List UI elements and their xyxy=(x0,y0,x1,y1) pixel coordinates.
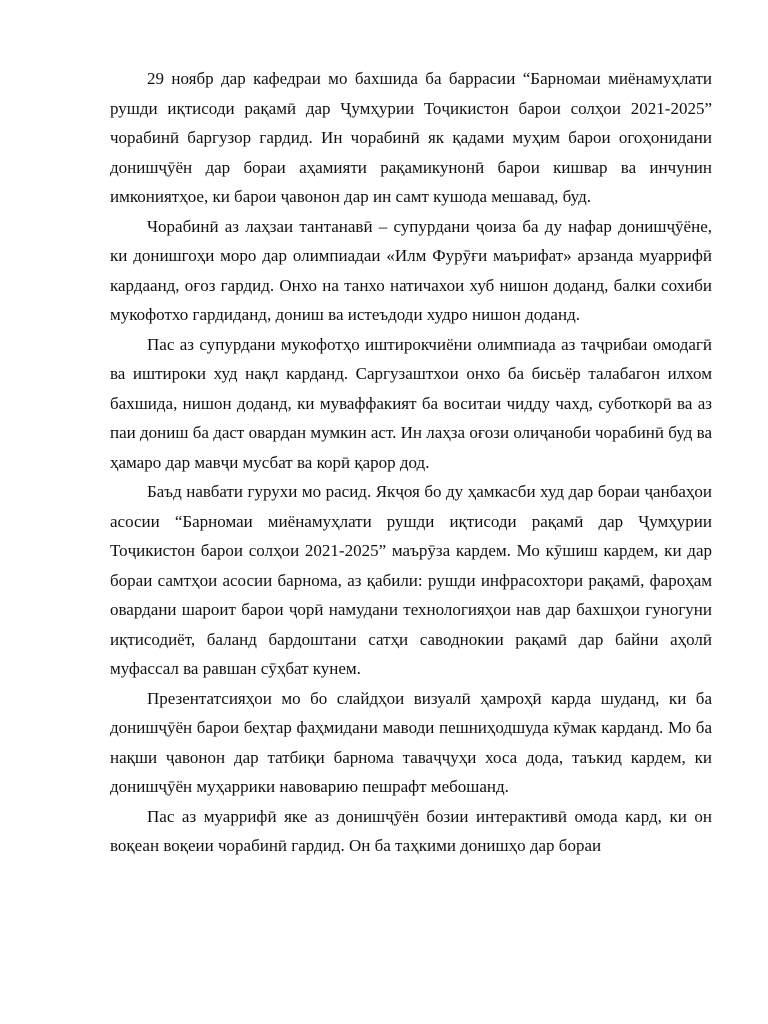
paragraph-1: 29 ноябр дар кафедраи мо бахшида ба баррасии “Барномаи миёнамуҳлати рушди иқтисоди рақамӣ дар Ҷумҳурии Тоҷикистон барои солҳои 2021-2025” чорабинӣ баргузор гардид. Ин чорабинӣ як қадами муҳим барои огоҳонидани донишҷӯён дар бораи аҳамияти рақамикунонӣ барои кишвар ва инчунин имкониятҳое, ки барои ҷавонон дар ин самт кушода мешавад, буд. xyxy=(110,69,712,206)
paragraph-4: Баъд навбати гурухи мо расид. Якҷоя бо ду ҳамкасби худ дар бораи ҷанбаҳои асосии “Барномаи миёнамуҳлати рушди иқтисоди рақамӣ дар Ҷумҳурии Тоҷикистон барои солҳои 2021-2025” маърӯза кардем. Мо кӯшиш кардем, ки дар бораи самтҳои асосии барнома, аз қабили: рушди инфрасохтори рақамӣ, фароҳам овардани шароит барои ҷорӣ намудани технологияҳои нав дар бахшҳои гуногуни иқтисодиёт, баланд бардоштани сатҳи саводнокии рақамӣ дар байни аҳолӣ муфассал ва равшан сӯҳбат кунем. xyxy=(110,482,712,678)
document-body xyxy=(110,64,712,861)
paragraph-2: Чорабинӣ аз лаҳзаи тантанавӣ – супурдани ҷоиза ба ду нафар донишҷӯёне, ки донишгоҳи моро дар олимпиадаи «Илм Фурӯғи маърифат» арзанда муаррифӣ кардаанд, оғоз гардид. Онхо на танхо натичахои хуб нишон доданд, балки сохиби мукофотхо гардиданд, дониш ва истеъдоди худро нишон доданд. xyxy=(110,216,712,324)
paragraph-3: Пас аз супурдани мукофотҳо иштирокчиёни олимпиада аз таҷрибаи омодагӣ ва иштироки худ нақл карданд. Саргузаштхои онхо ба бисьёр талабагон илхом бахшида, нишон доданд, ки муваффакият ба воситаи чидду чахд, суботкорӣ ва аз паи дониш ба даст овардан мумкин аст. Ин лаҳза оғози олиҷаноби чорабинӣ буд ва ҳамаро дар мавҷи мусбат ва корӣ қарор дод. xyxy=(110,334,712,472)
paragraph-6: Пас аз муаррифӣ яке аз донишҷӯён бозии интерактивӣ омода кард, ки он воқеан воқеии чорабинӣ гардид. Он ба таҳкими донишҳо дар бораи xyxy=(110,806,712,855)
paragraph-5: Презентатсияҳои мо бо слайдҳои визуалӣ ҳамроҳӣ карда шуданд, ки ба донишҷӯён барои беҳтар фаҳмидани маводи пешниҳодшуда кӯмак карданд. Мо ба нақши ҷавонон дар татбиқи барнома таваҷҷуҳи хоса дода, таъкид кардем, ки донишҷӯён муҳаррики навоварию пешрафт мебошанд. xyxy=(110,688,712,796)
